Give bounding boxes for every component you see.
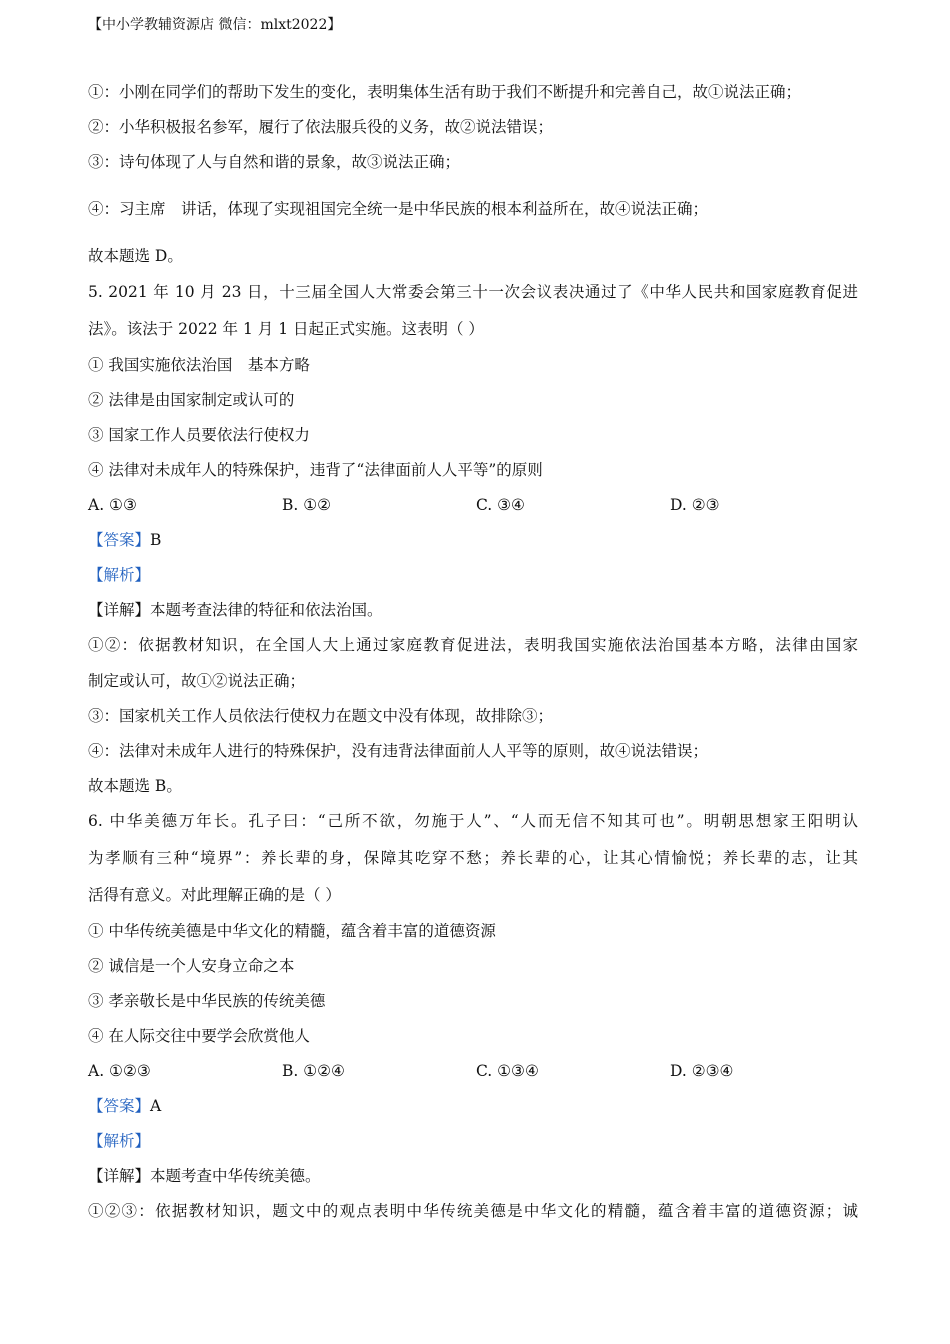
q5-detail [88,600,383,620]
q6-item-1: ① 中华传统美德是中华文化的精髓，蕴含着丰富的道德资源 [88,922,496,940]
q6-stem-line2: 为孝顺有三种“境界”：养长辈的身，保障其吃穿不愁；养长辈的心，让其心情愉悦；养长辈的志，让其 [88,849,858,867]
q5-explanation-1b: 制定或认可，故①②说法正确； [88,672,306,690]
q4-explanation-3: ③：诗句体现了人与自然和谐的景象，故③说法正确； [88,153,461,171]
q6-stem-line1: 6. 中华美德万年长。孔子曰：“己所不欲，勿施于人”、“人而无信不知其可也”。明朝思想家王阳明认 [88,812,858,830]
q5-explanation-1a: ①②：依据教材知识，在全国人大上通过家庭教育促进法，表明我国实施依法治国基本方略，法律由国家 [88,636,858,654]
q5-option-d: D. ②③ [670,496,720,514]
answer-value: B [150,531,162,549]
q5-item-2: ② 法律是由国家制定或认可的 [88,391,295,409]
q4-explanation-2: ②：小华积极报名参军，履行了依法服兵役的义务，故②说法错误； [88,118,554,136]
analysis-tag: 【解析】 [88,566,151,584]
detail-tag: 【详解】 [88,601,151,619]
q6-option-b: B. ①②④ [282,1062,345,1080]
q6-analysis [88,1131,150,1151]
analysis-tag: 【解析】 [88,1132,151,1150]
q4-explanation-4: ④：习主席 讲话，体现了实现祖国完全统一是中华民族的根本利益所在，故④说法正确； [88,200,709,218]
q5-item-4: ④ 法律对未成年人的特殊保护，违背了“法律面前人人平等”的原则 [88,461,543,479]
detail-tag: 【详解】 [88,1167,151,1185]
q6-explanation-1: ①②③：依据教材知识，题文中的观点表明中华传统美德是中华文化的精髓，蕴含着丰富的道德资源；诚 [88,1202,858,1220]
page-header: 【中小学教辅资源店 微信：mlxt2022】 [88,17,342,33]
detail-text: 本题考查中华传统美德。 [150,1167,321,1185]
q5-item-3: ③ 国家工作人员要依法行使权力 [88,426,310,444]
q5-answer [88,530,161,550]
q5-stem-line2: 法》。该法于 2022 年 1 月 1 日起正式实施。这表明（ ） [88,320,484,338]
q5-analysis [88,565,150,585]
q5-explanation-3: ④：法律对未成年人进行的特殊保护，没有违背法律面前人人平等的原则，故④说法错误； [88,742,709,760]
q5-option-a: A. ①③ [88,496,137,514]
q5-explanation-2: ③：国家机关工作人员依法行使权力在题文中没有体现，故排除③； [88,707,554,725]
q4-conclusion: 故本题选 D。 [88,247,183,265]
q6-option-c: C. ①③④ [476,1062,539,1080]
q5-conclusion: 故本题选 B。 [88,777,182,795]
q6-option-d: D. ②③④ [670,1062,734,1080]
answer-tag: 【答案】 [88,1097,151,1115]
q6-detail [88,1166,321,1186]
detail-text: 本题考查法律的特征和依法治国。 [150,601,383,619]
q6-item-3: ③ 孝亲敬长是中华民族的传统美德 [88,992,326,1010]
q5-stem-line1: 5. 2021 年 10 月 23 日，十三届全国人大常委会第三十一次会议表决通过了《中华人民共和国家庭教育促进 [88,283,858,301]
q4-explanation-1: ①：小刚在同学们的帮助下发生的变化，表明集体生活有助于我们不断提升和完善自己，故①说法正确； [88,83,802,101]
q5-option-c: C. ③④ [476,496,525,514]
q5-option-b: B. ①② [282,496,332,514]
q6-item-2: ② 诚信是一个人安身立命之本 [88,957,295,975]
q6-option-a: A. ①②③ [88,1062,151,1080]
answer-tag: 【答案】 [88,531,151,549]
q6-stem-line3: 活得有意义。对此理解正确的是（ ） [88,886,341,904]
q5-item-1: ① 我国实施依法治国 基本方略 [88,356,310,374]
q6-answer [88,1096,161,1116]
q6-item-4: ④ 在人际交往中要学会欣赏他人 [88,1027,310,1045]
answer-value: A [150,1097,162,1115]
